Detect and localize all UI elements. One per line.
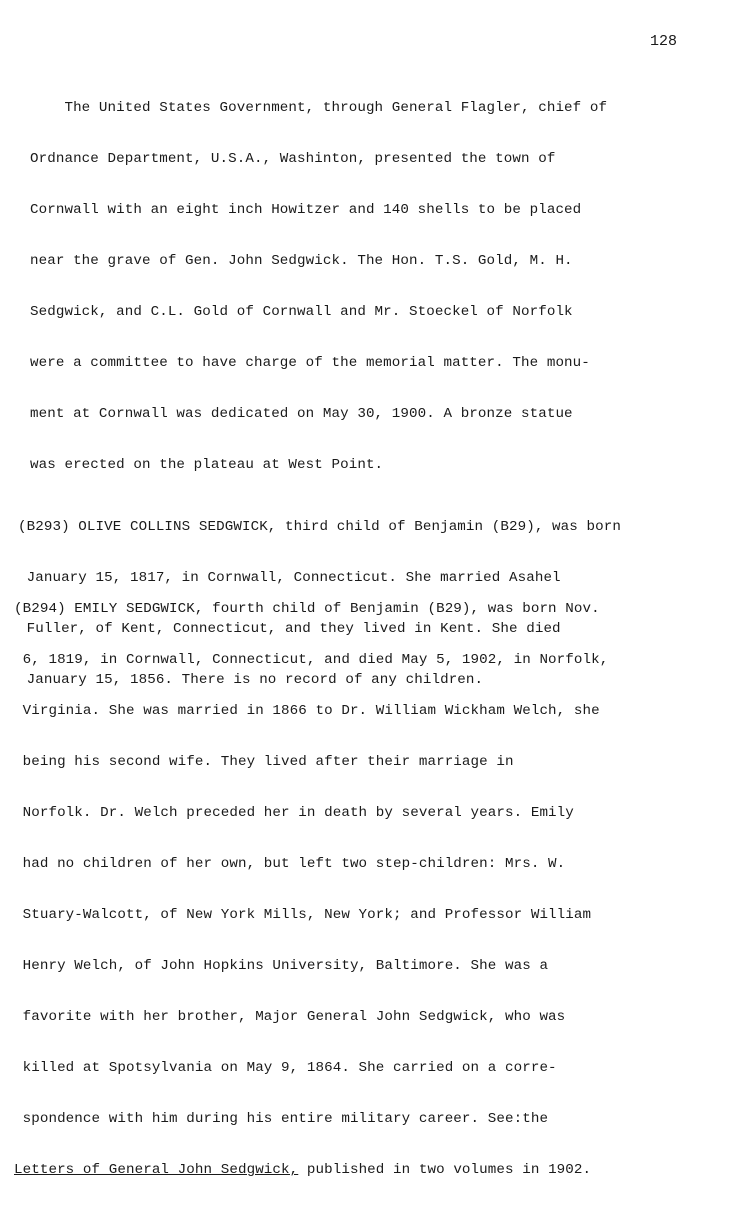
text-line: favorite with her brother, Major General John Sedgwick, who was — [14, 1009, 566, 1025]
paragraph-memorial — [30, 66, 607, 508]
text-line: killed at Spotsylvania on May 9, 1864. She carried on a corre- — [14, 1060, 557, 1076]
text-line: was erected on the plateau at West Point. — [30, 457, 384, 473]
text-line: January 15, 1856. There is no record of any children. — [18, 672, 484, 688]
paragraph-emily-sedgwick — [14, 567, 608, 1213]
text-line: being his second wife. They lived after their marriage in — [14, 754, 514, 770]
text-line: near the grave of Gen. John Sedgwick. The Hon. T.S. Gold, M. H. — [30, 253, 573, 269]
text-line-final — [14, 1162, 608, 1179]
text-line: Cornwall with an eight inch Howitzer and 140 shells to be placed — [30, 202, 582, 218]
text-line: (B294) EMILY SEDGWICK, fourth child of Benjamin (B29), was born Nov. — [14, 601, 600, 617]
text-line: The United States Government, through General Flagler, chief of — [30, 100, 608, 116]
book-title: Letters of General John Sedgwick, — [14, 1162, 299, 1178]
text-line: Fuller, of Kent, Connecticut, and they lived in Kent. She died — [18, 621, 561, 637]
text-line: had no children of her own, but left two step-children: Mrs. W. — [14, 856, 566, 872]
text-line: January 15, 1817, in Cornwall, Connecticut. She married Asahel — [18, 570, 561, 586]
text-line: (B293) OLIVE COLLINS SEDGWICK, third child of Benjamin (B29), was born — [18, 519, 621, 535]
text-line: were a committee to have charge of the memorial matter. The monu- — [30, 355, 590, 371]
text-line: Sedgwick, and C.L. Gold of Cornwall and Mr. Stoeckel of Norfolk — [30, 304, 573, 320]
text-line: ment at Cornwall was dedicated on May 30, 1900. A bronze statue — [30, 406, 573, 422]
text-line: 6, 1819, in Cornwall, Connecticut, and died May 5, 1902, in Norfolk, — [14, 652, 609, 668]
text-line: spondence with him during his entire military career. See:the — [14, 1111, 549, 1127]
text-fragment: published in two volumes in 1902. — [298, 1162, 592, 1178]
text-line: Virginia. She was married in 1866 to Dr. William Wickham Welch, she — [14, 703, 600, 719]
text-line: Norfolk. Dr. Welch preceded her in death by several years. Emily — [14, 805, 574, 821]
text-line: Ordnance Department, U.S.A., Washinton, presented the town of — [30, 151, 556, 167]
page-number: 128 — [650, 33, 678, 50]
text-line: Stuary-Walcott, of New York Mills, New York; and Professor William — [14, 907, 592, 923]
text-line: Henry Welch, of John Hopkins University, Baltimore. She was a — [14, 958, 549, 974]
